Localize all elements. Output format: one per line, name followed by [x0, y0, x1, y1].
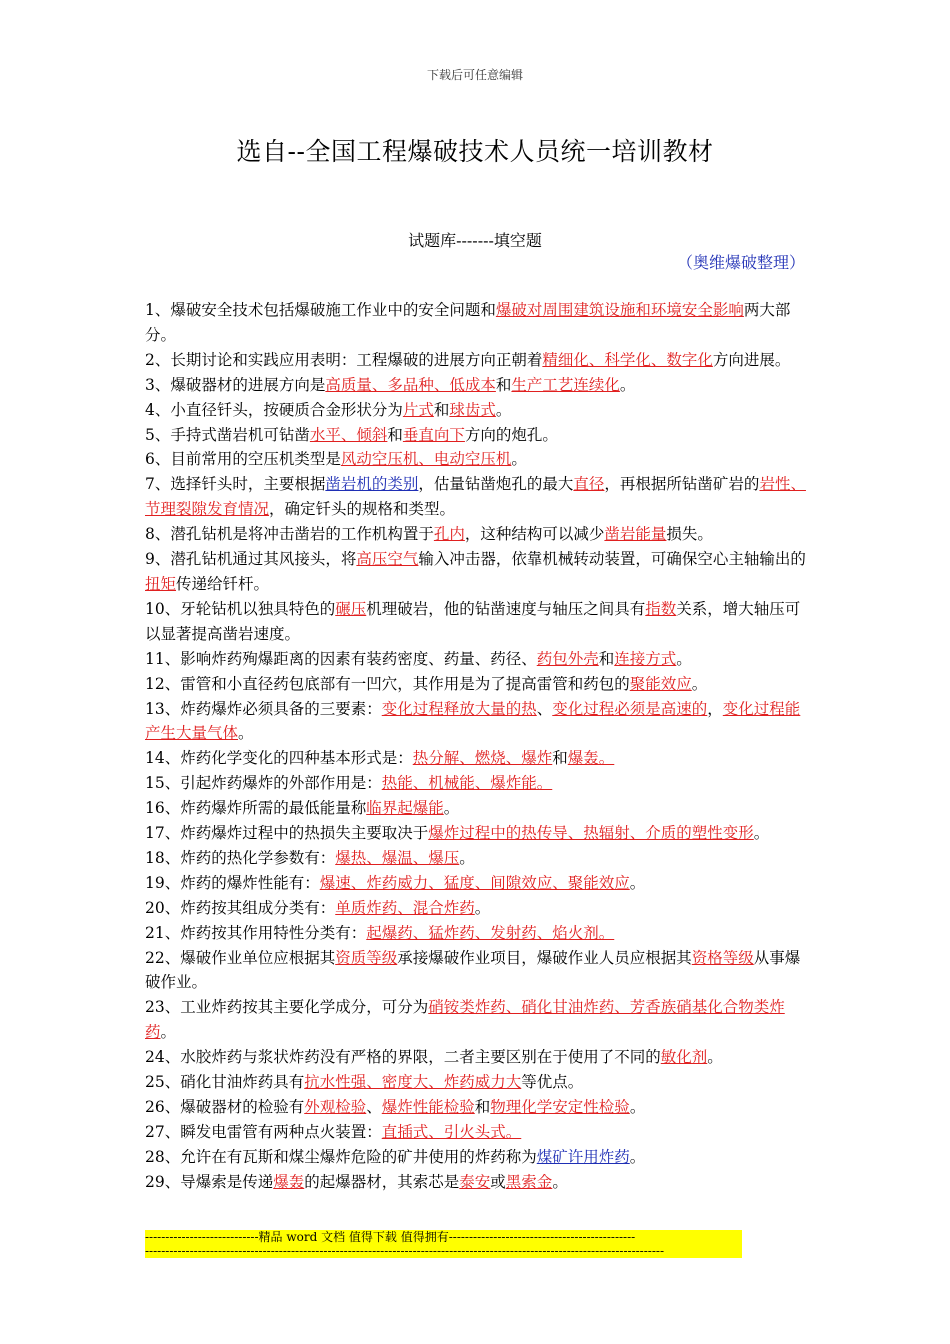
question-text: 7、选择钎头时，主要根据: [145, 475, 326, 494]
question-item: [145, 1045, 809, 1070]
question-text: 传递给钎杆。: [176, 574, 270, 593]
question-text: 。: [495, 400, 512, 419]
answer-text: 岩性、节理裂隙发育情况: [145, 475, 806, 519]
question-item: [145, 821, 809, 846]
question-text: 和: [598, 649, 615, 668]
question-item: [145, 472, 809, 522]
question-text: 10、牙轮钻机以独具特色的: [145, 599, 336, 618]
question-text: 。: [629, 1098, 646, 1116]
answer-text: 爆轰: [273, 1172, 305, 1191]
question-text: 或: [490, 1172, 506, 1191]
question-text: 。: [238, 724, 254, 743]
question-text: 。: [629, 873, 646, 892]
answer-text: 爆炸过程中的热传导、热辐射、介质的塑性变形: [428, 824, 754, 843]
question-item: [145, 597, 809, 647]
answer-text: 凿岩能量: [604, 525, 667, 544]
answer-text: 起爆药、猛炸药、发射药、焰火剂。: [366, 923, 615, 942]
question-text: 。: [676, 649, 692, 668]
answer-text: 爆破对周围建筑设施和环境安全影响: [495, 301, 744, 319]
question-text: 8、潜孔钻机是将冲击凿岩的工作机构置于: [145, 525, 434, 544]
question-item: [145, 846, 809, 871]
question-text: 。: [474, 898, 491, 917]
question-text: 。: [459, 848, 475, 867]
question-text: 。: [443, 799, 460, 818]
question-text: 。: [160, 1023, 177, 1042]
answer-text: 高质量、多品种、低成本: [325, 375, 496, 394]
question-text: 输入冲击器，依靠机械转动装置，可确保空心主轴输出的: [418, 550, 806, 569]
question-item: [145, 896, 809, 921]
question-text: 损失。: [666, 525, 713, 544]
answer-text: 爆炸性能检验: [381, 1098, 475, 1116]
question-item: [145, 771, 809, 796]
question-text: 方向进展。: [712, 350, 791, 369]
question-text: 、: [366, 1098, 382, 1116]
question-text: 29、导爆索是传递: [145, 1172, 274, 1191]
question-text: 承接爆破作业项目，爆破作业人员应根据其: [397, 948, 692, 967]
question-text: 4、小直径钎头，按硬质合金形状分为: [145, 400, 403, 419]
question-text: 两大部分。: [145, 301, 791, 344]
footer-line-1: ----------------------------精品 word 文档 值得下载 值得拥有----------------------------------------------: [145, 1230, 636, 1244]
page-title: 选自--全国工程爆破技术人员统一培训教材: [236, 137, 714, 166]
question-text: 16、炸药爆炸所需的最低能量称: [145, 799, 367, 818]
question-text: 和: [433, 400, 450, 419]
question-text: 14、炸药化学变化的四种基本形式是：: [145, 749, 413, 768]
answer-text: 变化过程释放大量的热: [381, 699, 537, 718]
answer-text: 指数: [645, 599, 677, 618]
answer-text: 煤矿许用炸药: [536, 1147, 630, 1166]
question-item: [145, 1170, 809, 1195]
question-text: 。: [707, 1048, 723, 1067]
answer-text: 泰安: [459, 1172, 491, 1191]
answer-text: 爆轰。: [567, 749, 615, 768]
answer-text: 临界起爆能: [366, 799, 444, 818]
answer-text: 抗水性强、密度大、炸药威力大: [304, 1073, 522, 1092]
question-item: [145, 447, 809, 472]
question-text: 。: [511, 450, 527, 469]
answer-text: 变化过程必须是高速的: [552, 699, 708, 718]
question-text: 6、目前常用的空压机类型是: [145, 450, 341, 469]
answer-text: 高压空气: [356, 550, 419, 569]
answer-text: 聚能效应: [629, 674, 692, 693]
question-text: 27、瞬发电雷管有两种点火装置：: [145, 1122, 382, 1141]
question-text: 2、长期讨论和实践应用表明：工程爆破的进展方向正朝着: [145, 350, 543, 369]
question-text: 。: [629, 1147, 646, 1166]
answer-text: 球齿式: [449, 400, 496, 419]
question-text: 的起爆器材，其索芯是: [304, 1172, 460, 1191]
answer-text: 爆速、炸药威力、猛度、间隙效应、聚能效应: [319, 873, 630, 892]
question-text: 和: [387, 425, 403, 444]
question-item: [145, 1070, 809, 1095]
question-item: [145, 796, 809, 821]
question-text: 15、引起炸药爆炸的外部作用是：: [145, 774, 382, 793]
question-text: ，这种结构可以减少: [464, 525, 605, 544]
answer-text: 爆热、爆温、爆压: [335, 848, 460, 867]
question-text: 28、允许在有瓦斯和煤尘爆炸危险的矿井使用的炸药称为: [145, 1147, 537, 1166]
question-text: 17、炸药爆炸过程中的热损失主要取决于: [145, 824, 429, 843]
answer-text: 物理化学安定性检验: [490, 1098, 630, 1116]
answer-text: 热能、机械能、爆炸能。: [381, 774, 553, 793]
answer-text: 水平、倾斜: [309, 425, 388, 444]
question-item: [145, 522, 809, 547]
question-text: 13、炸药爆炸必须具备的三要素：: [145, 699, 382, 718]
question-text: 和: [552, 749, 568, 768]
question-text: 23、工业炸药按其主要化学成分，可分为: [145, 998, 429, 1017]
compiler-note: （奥维爆破整理）: [676, 253, 805, 272]
question-item: [145, 672, 809, 697]
answer-text: 直插式、引火头式。: [381, 1122, 522, 1141]
header-note: 下载后可任意编辑: [426, 68, 523, 82]
question-text: 26、爆破器材的检验有: [145, 1098, 305, 1116]
question-item: [145, 1120, 809, 1145]
footer-banner: [145, 1230, 742, 1258]
answer-text: 敏化剂: [660, 1048, 708, 1067]
question-text: 、: [536, 699, 553, 718]
question-text: 25、硝化甘油炸药具有: [145, 1073, 305, 1092]
question-item: [145, 746, 809, 771]
question-text: 11、影响炸药殉爆距离的因素有装药密度、药量、药径、: [145, 649, 537, 668]
question-item: [145, 995, 809, 1045]
question-item: [145, 871, 809, 896]
answer-text: 资质等级: [335, 948, 398, 967]
question-text: ，估量钻凿炮孔的最大: [418, 475, 574, 494]
question-text: ，: [707, 699, 723, 718]
question-text: 12、雷管和小直径药包底部有一凹穴，其作用是为了提高雷管和药包的: [145, 674, 630, 693]
answer-text: 凿岩机的类别: [325, 475, 419, 494]
answer-text: 连接方式: [614, 649, 677, 668]
question-text: 3、爆破器材的进展方向是: [145, 375, 326, 394]
question-text: 关系，增大轴压可以显著提高凿岩速度。: [145, 599, 801, 643]
answer-text: 孔内: [433, 525, 465, 544]
footer-line-2: --------------------------------------------------------------------------------------------------------------------------------: [145, 1244, 664, 1258]
question-text: 20、炸药按其组成分类有：: [145, 898, 336, 917]
question-text: 。: [753, 824, 770, 843]
question-text: 等优点。: [521, 1073, 584, 1092]
question-item: [145, 547, 809, 597]
question-item: [145, 423, 809, 448]
answer-text: 精细化、科学化、数字化: [542, 350, 713, 369]
answer-text: 垂直向下: [402, 425, 465, 444]
question-item: [145, 946, 809, 996]
question-text: 19、炸药的爆炸性能有：: [145, 873, 320, 892]
answer-text: 硝铵类炸药、硝化甘油炸药、芳香族硝基化合物类炸药: [145, 998, 785, 1042]
question-text: 9、潜孔钻机通过其风接头，将: [145, 550, 357, 569]
section-subtitle: 试题库-------填空题: [408, 231, 542, 250]
question-item: [145, 348, 809, 373]
question-text: 22、爆破作业单位应根据其: [145, 948, 336, 967]
answer-text: 片式: [402, 400, 434, 419]
question-text: ，确定钎头的规格和类型。: [269, 500, 456, 519]
question-item: [145, 697, 809, 747]
question-item: [145, 1145, 809, 1170]
answer-text: 变化过程能产生大量气体: [145, 699, 801, 743]
question-item: [145, 647, 809, 672]
answer-text: 黑索金: [505, 1172, 553, 1191]
question-text: 从事爆破作业。: [145, 948, 801, 992]
question-text: 18、炸药的热化学参数有：: [145, 848, 336, 867]
question-text: 。: [552, 1172, 568, 1191]
question-text: 1、爆破安全技术包括爆破施工作业中的安全问题和: [145, 301, 496, 319]
question-text: 方向的炮孔。: [464, 425, 558, 444]
answer-text: 资格等级: [691, 948, 754, 967]
question-text: 21、炸药按其作用特性分类有：: [145, 923, 367, 942]
question-text: 。: [691, 674, 708, 693]
answer-text: 热分解、燃烧、爆炸: [412, 749, 553, 768]
question-item: [145, 398, 809, 423]
question-text: 24、水胶炸药与浆状炸药没有严格的界限，二者主要区别在于使用了不同的: [145, 1048, 661, 1067]
question-item: [145, 921, 809, 946]
question-list: [145, 298, 809, 1195]
question-item: [145, 1095, 809, 1120]
question-text: 机理破岩，他的钻凿速度与轴压之间具有: [366, 599, 646, 618]
answer-text: 药包外壳: [536, 649, 599, 668]
question-text: 和: [495, 375, 512, 394]
answer-text: 直径: [573, 475, 605, 494]
answer-text: 外观检验: [304, 1098, 367, 1116]
question-item: [145, 373, 809, 398]
question-text: ，再根据所钻凿矿岩的: [604, 475, 760, 494]
answer-text: 风动空压机、电动空压机: [340, 450, 512, 469]
answer-text: 生产工艺连续化: [511, 375, 620, 394]
answer-text: 单质炸药、混合炸药: [335, 898, 475, 917]
question-text: 5、手持式凿岩机可钻凿: [145, 425, 310, 444]
question-text: 。: [619, 375, 636, 394]
answer-text: 扭矩: [145, 574, 177, 593]
answer-text: 碾压: [335, 599, 367, 618]
question-item: [145, 298, 809, 348]
question-text: 和: [474, 1098, 491, 1116]
